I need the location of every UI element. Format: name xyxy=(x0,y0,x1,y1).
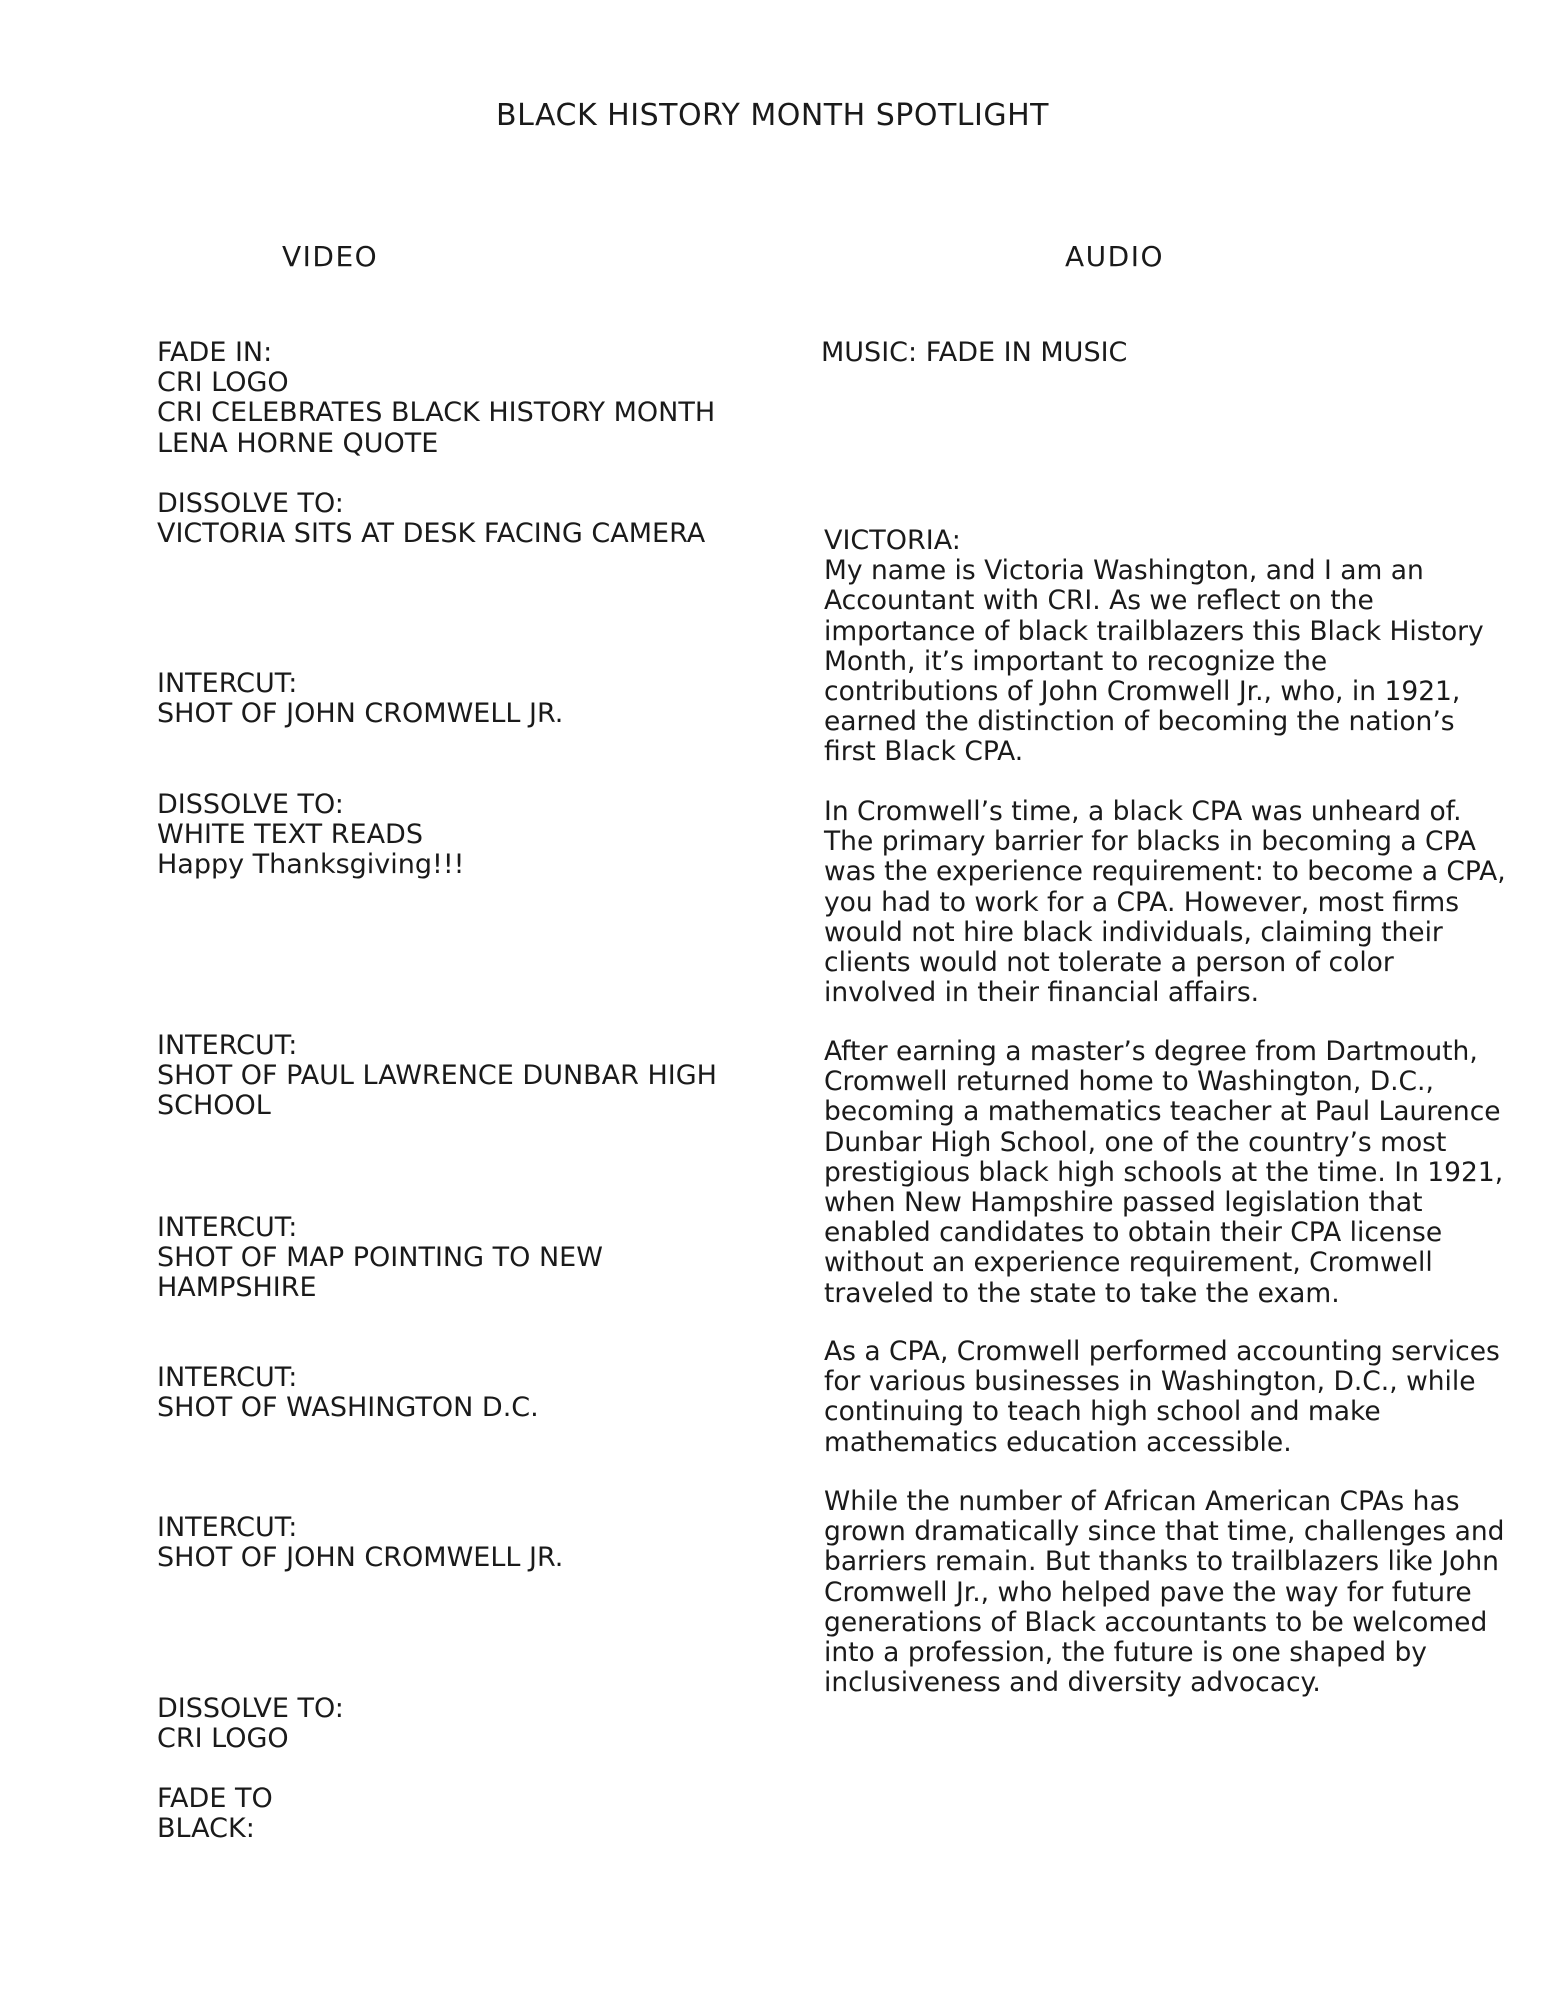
cue-line: FADE IN: xyxy=(157,337,273,368)
video-cue-intercut-dc xyxy=(157,1363,757,1423)
narration-line: continuing to teach high school and make xyxy=(824,1396,1381,1428)
cue-line: SHOT OF JOHN CROMWELL JR. xyxy=(157,698,564,730)
narration-line: traveled to the state to take the exam. xyxy=(824,1277,1340,1309)
video-cue-fade-in xyxy=(157,338,757,459)
video-cue-dissolve-victoria xyxy=(157,489,757,549)
video-cue-intercut-cromwell-2 xyxy=(157,1513,757,1573)
narration-line: My name is Victoria Washington, and I am an xyxy=(824,555,1424,587)
narration-line: Accountant with CRI. As we reflect on the xyxy=(824,585,1374,617)
cue-line: Happy Thanksgiving!!! xyxy=(157,849,465,881)
cue-line: CRI LOGO xyxy=(157,1723,289,1755)
music-line: MUSIC: FADE IN MUSIC xyxy=(821,337,1128,368)
narration-line: earned the distinction of becoming the nation’s xyxy=(824,706,1455,738)
speaker-name: VICTORIA: xyxy=(824,525,961,556)
narration-line: barriers remain. But thanks to trailblazers like John xyxy=(824,1546,1499,1578)
video-cue-dissolve-text xyxy=(157,790,757,881)
video-cue-intercut-dunbar xyxy=(157,1031,757,1122)
narration-line: The primary barrier for blacks in becoming a CPA xyxy=(824,826,1476,858)
narration-line: for various businesses in Washington, D.C., while xyxy=(824,1366,1476,1398)
narration-line: without an experience requirement, Cromwell xyxy=(824,1247,1433,1279)
cue-line: INTERCUT: xyxy=(157,668,298,699)
cue-line: DISSOLVE TO: xyxy=(157,789,344,820)
narration-line: into a profession, the future is one shaped by xyxy=(824,1637,1427,1669)
narration-line: mathematics education accessible. xyxy=(824,1426,1292,1458)
cue-line: WHITE TEXT READS xyxy=(157,819,423,851)
video-column-heading: VIDEO xyxy=(282,240,379,273)
narration-paragraph-4 xyxy=(824,1337,1524,1458)
cue-line: SHOT OF MAP POINTING TO NEW xyxy=(157,1242,603,1274)
page-title: BLACK HISTORY MONTH SPOTLIGHT xyxy=(496,98,1049,133)
narration-line: was the experience requirement: to become a CPA, xyxy=(824,856,1506,888)
narration-line: you had to work for a CPA. However, most firms xyxy=(824,886,1460,918)
narration-line: Month, it’s important to recognize the xyxy=(824,645,1328,677)
narration-line: first Black CPA. xyxy=(824,736,1024,768)
narration-paragraph-1 xyxy=(824,556,1524,767)
narration-line: becoming a mathematics teacher at Paul Laurence xyxy=(824,1096,1501,1128)
cue-line: INTERCUT: xyxy=(157,1212,298,1243)
cue-line: FADE TO xyxy=(157,1783,273,1814)
cue-line: CRI CELEBRATES BLACK HISTORY MONTH xyxy=(157,397,716,429)
narration-line: In Cromwell’s time, a black CPA was unheard of. xyxy=(824,796,1462,827)
narration-line: Cromwell Jr., who helped pave the way for future xyxy=(824,1576,1472,1608)
cue-line: HAMPSHIRE xyxy=(157,1272,317,1304)
narration-line: inclusiveness and diversity advocacy. xyxy=(824,1667,1321,1699)
cue-line: CRI LOGO xyxy=(157,367,289,399)
video-cue-dissolve-logo xyxy=(157,1694,757,1754)
narration-line: Dunbar High School, one of the country’s most xyxy=(824,1126,1447,1158)
cue-line: INTERCUT: xyxy=(157,1512,298,1543)
cue-line: SHOT OF WASHINGTON D.C. xyxy=(157,1392,539,1424)
audio-narration xyxy=(824,526,1524,768)
cue-line: BLACK: xyxy=(157,1813,255,1845)
narration-line: contributions of John Cromwell Jr., who, in 1921, xyxy=(824,676,1461,708)
cue-line: INTERCUT: xyxy=(157,1362,298,1393)
audio-column-heading: AUDIO xyxy=(1065,240,1165,273)
narration-line: clients would not tolerate a person of color xyxy=(824,947,1394,979)
narration-line: importance of black trailblazers this Black History xyxy=(824,615,1484,647)
cue-line: LENA HORNE QUOTE xyxy=(157,427,439,459)
narration-line: prestigious black high schools at the time. In 1921, xyxy=(824,1156,1504,1188)
cue-line: VICTORIA SITS AT DESK FACING CAMERA xyxy=(157,518,706,550)
cue-line: DISSOLVE TO: xyxy=(157,1693,344,1724)
cue-line: SHOT OF PAUL LAWRENCE DUNBAR HIGH xyxy=(157,1060,717,1092)
narration-line: generations of Black accountants to be welcomed xyxy=(824,1606,1488,1638)
narration-line: enabled candidates to obtain their CPA license xyxy=(824,1217,1443,1249)
cue-line: SHOT OF JOHN CROMWELL JR. xyxy=(157,1542,564,1574)
cue-line: INTERCUT: xyxy=(157,1030,298,1061)
video-cue-fade-to-black xyxy=(157,1784,757,1844)
video-cue-intercut-cromwell xyxy=(157,669,757,729)
narration-paragraph-3 xyxy=(824,1037,1524,1309)
narration-line: After earning a master’s degree from Dartmouth, xyxy=(824,1036,1478,1067)
narration-paragraph-2 xyxy=(824,797,1524,1008)
narration-line: While the number of African American CPAs has xyxy=(824,1486,1460,1517)
video-cue-intercut-map xyxy=(157,1213,757,1304)
audio-music-cue xyxy=(821,338,1521,368)
narration-line: involved in their financial affairs. xyxy=(824,977,1260,1009)
narration-line: grown dramatically since that time, challenges and xyxy=(824,1516,1505,1548)
cue-line: DISSOLVE TO: xyxy=(157,488,344,519)
narration-line: when New Hampshire passed legislation that xyxy=(824,1187,1423,1219)
narration-paragraph-5 xyxy=(824,1487,1524,1698)
narration-line: would not hire black individuals, claiming their xyxy=(824,916,1443,948)
cue-line: SCHOOL xyxy=(157,1090,271,1122)
narration-line: Cromwell returned home to Washington, D.C., xyxy=(824,1066,1434,1098)
narration-line: As a CPA, Cromwell performed accounting services xyxy=(824,1336,1500,1367)
